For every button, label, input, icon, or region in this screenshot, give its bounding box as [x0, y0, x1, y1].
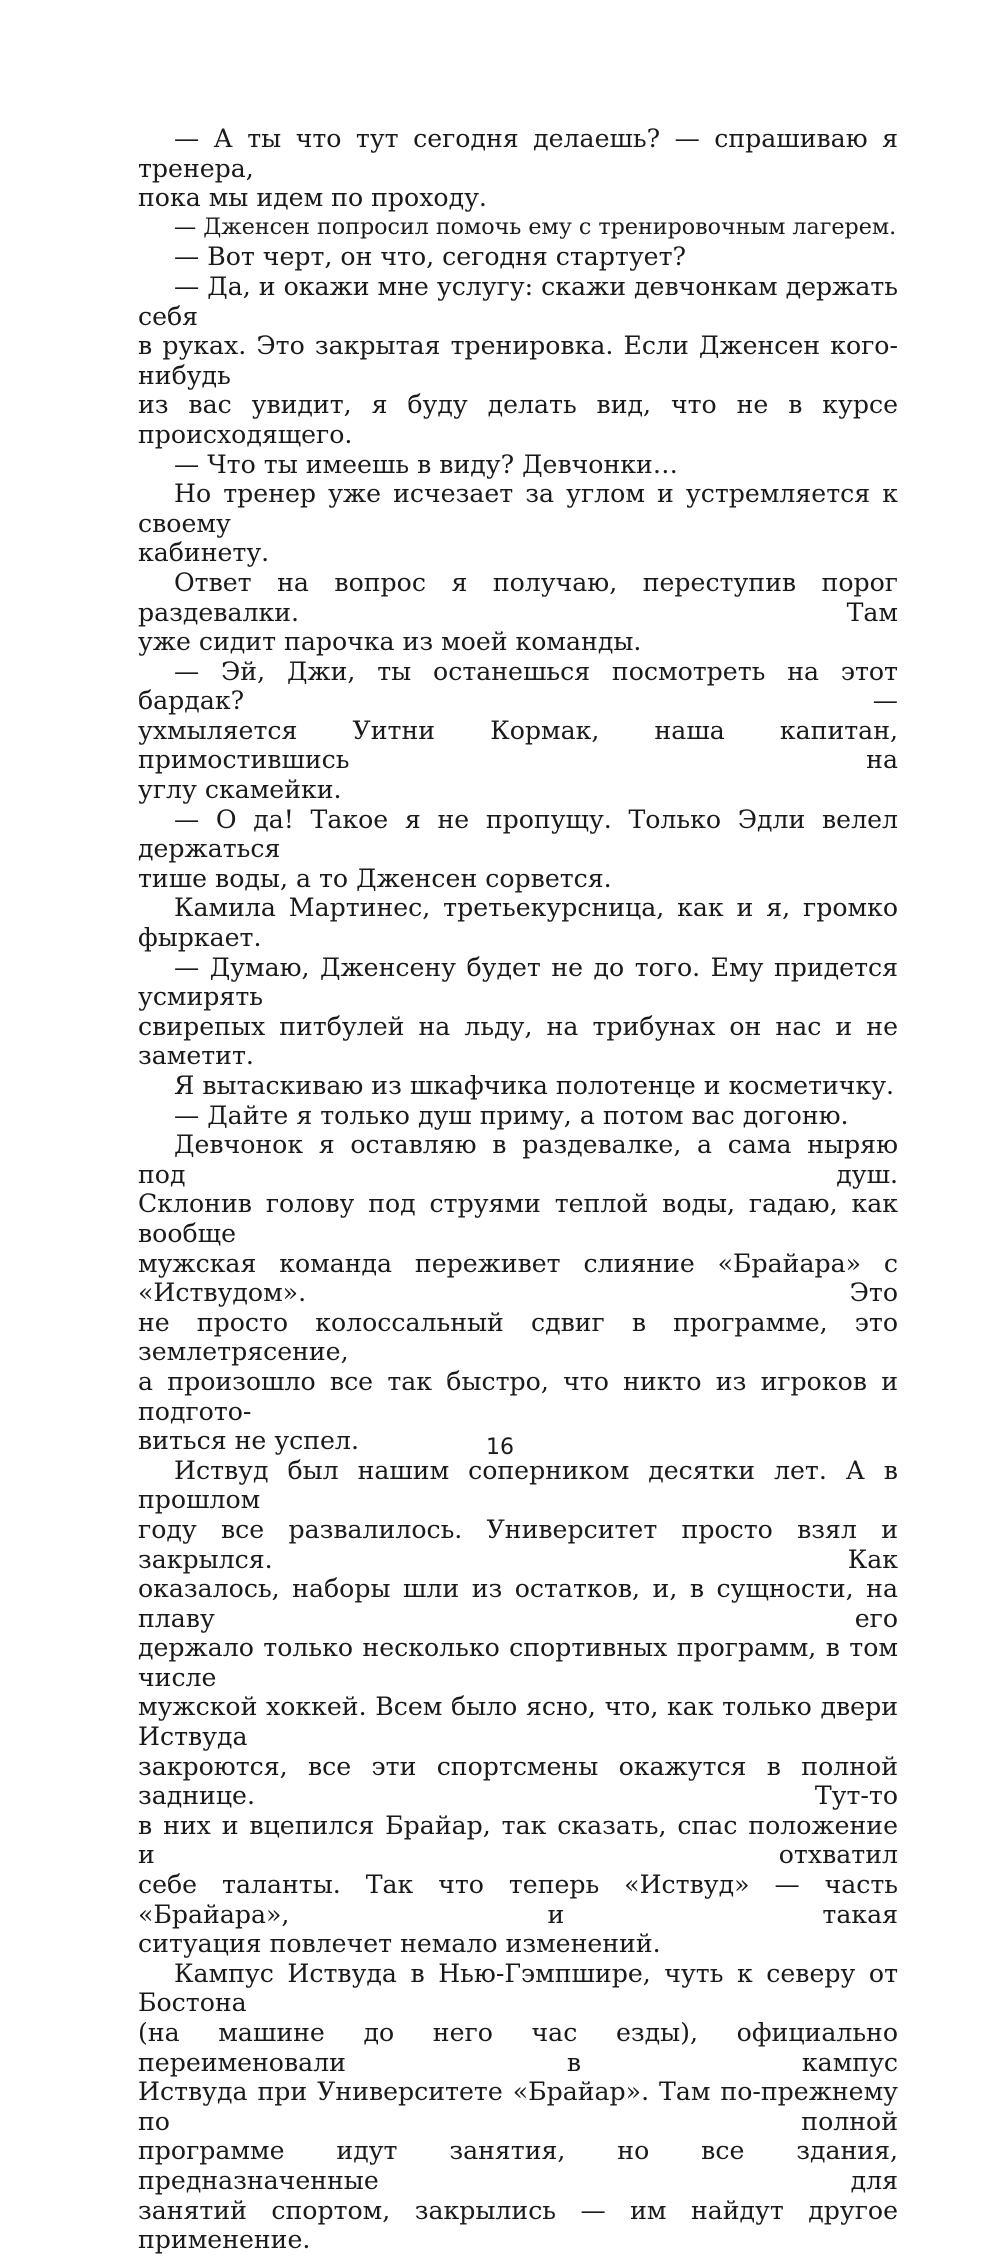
- text-line: ситуация повлечет немало изменений.: [138, 1929, 661, 1959]
- text-line: свирепых питбулей на льду, на трибунах он нас и не заметит.: [138, 1011, 898, 1071]
- text-line: уже сидит парочка из моей команды.: [138, 627, 642, 657]
- text-line: (на машине до него час езды), официально переименовали в кампус: [138, 2018, 898, 2077]
- text-line: не просто колоссальный сдвиг в программе, это землетрясение,: [138, 1307, 898, 1367]
- text-line: в них и вцепился Брайар, так сказать, спас положение и отхватил: [138, 1810, 898, 1870]
- text-line: себе таланты. Так что теперь «Иствуд» — часть «Брайара», и такая: [138, 1870, 898, 1929]
- text-line: году все развалилось. Университет просто взял и закрылся. Как: [138, 1514, 898, 1574]
- text-line: — Думаю, Дженсену будет не до того. Ему придется усмирять: [138, 952, 898, 1012]
- text-line: Ответ на вопрос я получаю, переступив порог раздевалки. Там: [138, 567, 898, 627]
- text-line: оказалось, наборы шли из остатков, и, в сущности, на плаву его: [138, 1574, 898, 1633]
- page-number: 16: [486, 1435, 514, 1460]
- text-line: — Вот черт, он что, сегодня стартует?: [174, 242, 687, 272]
- text-line: Иствуд был нашим соперником десятки лет. А в прошлом: [138, 1455, 898, 1515]
- text-line: мужская команда переживет слияние «Брайара» с «Иствудом». Это: [138, 1248, 898, 1308]
- text-line: программе идут занятия, но все здания, предназначенные для: [138, 2136, 898, 2195]
- text-line: Но тренер уже исчезает за углом и устремляется к своему: [138, 479, 898, 538]
- text-line: в руках. Это закрытая тренировка. Если Дженсен кого-нибудь: [138, 331, 898, 390]
- text-line: кабинету.: [138, 538, 270, 568]
- text-line: — А ты что тут сегодня делаешь? — спрашиваю я тренера,: [138, 124, 898, 183]
- text-line: тише воды, а то Дженсен сорвется.: [138, 863, 612, 893]
- text-line: углу скамейки.: [138, 775, 342, 805]
- text-line: Кампус Иствуда в Нью-Гэмпшире, чуть к северу от Бостона: [138, 1958, 898, 2018]
- text-line: — Да, и окажи мне услугу: скажи девчонкам держать себя: [138, 271, 898, 331]
- text-line: пока мы идем по проходу.: [138, 183, 487, 213]
- text-line: занятий спортом, закрылись — им найдут другое применение.: [138, 2195, 898, 2255]
- text-line: Иствуда при Университете «Брайар». Там по-прежнему по полной: [138, 2077, 898, 2136]
- text-line: закроются, все эти спортсмены окажутся в полной заднице. Тут-то: [138, 1751, 898, 1811]
- text-line: Склонив голову под струями теплой воды, гадаю, как вообще: [138, 1189, 898, 1248]
- text-line: виться не успел.: [138, 1426, 359, 1456]
- text-line: держало только несколько спортивных программ, в том числе: [138, 1633, 898, 1692]
- text-line: Я вытаскиваю из шкафчика полотенце и косметичку.: [174, 1071, 895, 1100]
- text-line: а произошло все так быстро, что никто из игроков и подгото-: [138, 1366, 898, 1426]
- text-line: — Что ты имеешь в виду? Девчонки…: [174, 449, 678, 479]
- text-line: — Эй, Джи, ты останешься посмотреть на этот бардак? —: [138, 656, 898, 716]
- text-line: из вас увидит, я буду делать вид, что не в курсе происходящего.: [138, 390, 898, 449]
- text-line: Камила Мартинес, третьекурсница, как и я, громко фыркает.: [138, 893, 898, 953]
- text-line: — О да! Такое я не пропущу. Только Эдли велел держаться: [138, 804, 898, 864]
- text-line: Девчонок я оставляю в раздевалке, а сама ныряю под душ.: [138, 1130, 898, 1189]
- text-line: — Дайте я только душ приму, а потом вас догоню.: [174, 1100, 849, 1130]
- text-line: мужской хоккей. Всем было ясно, что, как только двери Иствуда: [138, 1692, 898, 1752]
- text-line: ухмыляется Уитни Кормак, наша капитан, примостившись на: [138, 715, 898, 775]
- text-line: — Дженсен попросил помочь ему с тренировочным лагерем.: [174, 213, 897, 240]
- body-text: [138, 124, 898, 2255]
